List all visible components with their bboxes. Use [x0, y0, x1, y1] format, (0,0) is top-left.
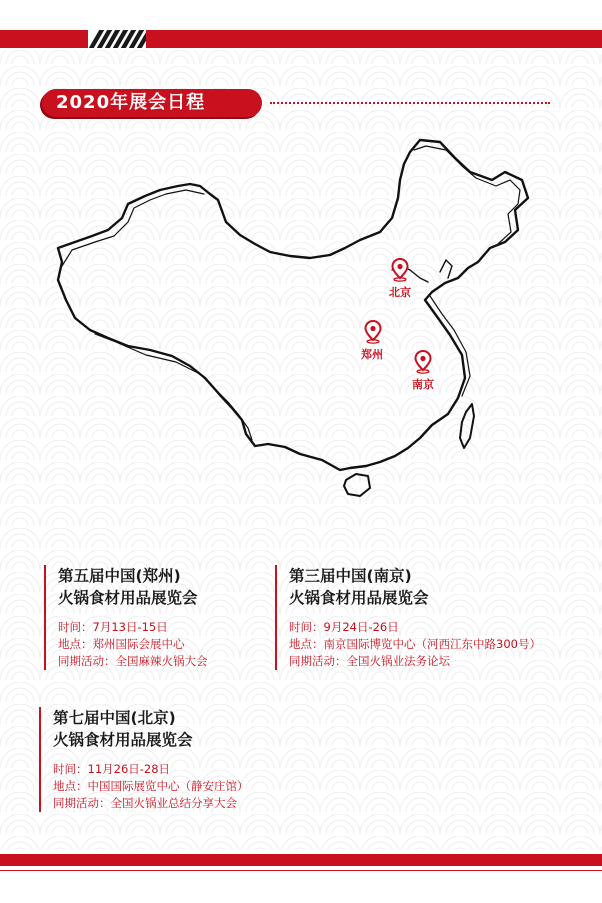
event-title: [289, 565, 601, 609]
map-label-zhengzhou: 郑州: [361, 348, 383, 361]
zhengzhou-pin-icon: [364, 320, 382, 344]
event-activity: 同期活动：全国火锅业总结分享大会: [53, 796, 237, 810]
nanjing-pin-icon: [414, 350, 432, 374]
event-time: 时间：9月24日-26日: [289, 620, 399, 634]
event-title-line1: 第七届中国(北京): [53, 709, 176, 727]
event-activity: 同期活动：全国麻辣火锅大会: [58, 654, 208, 668]
beijing-pin-icon: [391, 258, 409, 282]
event-card-nanjing: [275, 565, 601, 670]
map-label-beijing: 北京: [389, 286, 411, 299]
event-title-line2: 火锅食材用品展览会: [53, 731, 193, 749]
event-place: 地点：郑州国际会展中心: [58, 637, 185, 651]
event-title-line2: 火锅食材用品展览会: [289, 589, 429, 607]
event-time: 时间：11月26日-28日: [53, 762, 171, 776]
event-place: 地点：南京国际博览中心（河西江东中路300号）: [289, 637, 541, 651]
bottom-thin-line: [0, 870, 602, 871]
china-map: [50, 130, 540, 510]
event-title: [53, 707, 313, 751]
event-activity: 同期活动：全国火锅业法务论坛: [289, 654, 450, 668]
bottom-red-bar: [0, 854, 602, 866]
event-title: [58, 565, 278, 609]
page-title: 2020年展会日程: [56, 92, 206, 113]
event-title-line1: 第三届中国(南京): [289, 567, 412, 585]
top-stripe-decoration: [88, 30, 146, 48]
event-card-zhengzhou: [44, 565, 278, 670]
title-dotted-line: [270, 102, 550, 104]
event-title-line2: 火锅食材用品展览会: [58, 589, 198, 607]
map-label-nanjing: 南京: [412, 378, 434, 391]
event-card-beijing: [39, 707, 313, 812]
event-title-line1: 第五届中国(郑州): [58, 567, 181, 585]
event-place: 地点：中国国际展览中心（静安庄馆）: [53, 779, 249, 793]
event-time: 时间：7月13日-15日: [58, 620, 168, 634]
